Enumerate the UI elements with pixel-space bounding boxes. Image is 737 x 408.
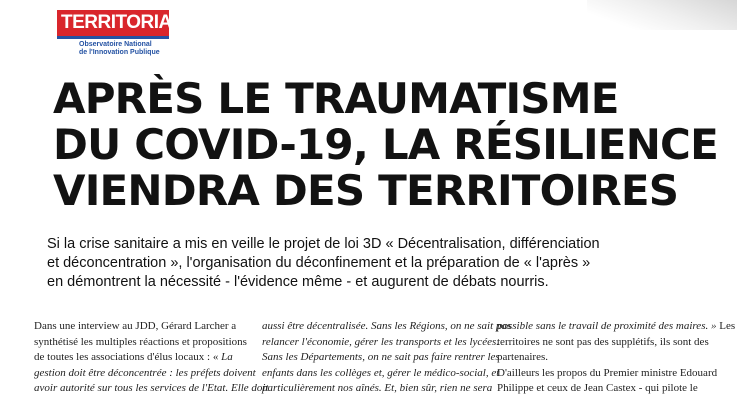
body-column-2 <box>262 319 512 397</box>
lead-line: en démontrent la nécessité - l'évidence même - et augurent de débats nourris. <box>47 274 549 290</box>
title-line: APRÈS LE TRAUMATISME <box>53 74 619 123</box>
body-line: Sans les Départements, on ne sait pas faire rentrer les <box>262 351 500 364</box>
body-line: gestion doit être déconcentrée : les préfets doivent <box>34 366 256 379</box>
logo-subtitle <box>79 41 189 57</box>
page-corner-shadow <box>587 0 737 30</box>
body-line: partenaires. <box>497 351 548 364</box>
body-line-text: Les <box>716 320 736 332</box>
body-line-italic: possible sans le travail de proximité des maires. » <box>497 320 717 332</box>
body-column-3 <box>497 319 736 397</box>
body-line-text: de toutes les associations d'élus locaux : « <box>34 351 222 364</box>
territoria-logo <box>57 10 181 58</box>
body-line: aussi être décentralisée. Sans les Régions, on ne sait pas <box>262 320 512 332</box>
body-line: synthétisé les multiples réactions et propositions <box>34 335 247 348</box>
lead-line: Si la crise sanitaire a mis en veille le projet de loi 3D « Décentralisation, différenciation <box>47 236 600 252</box>
logo-wordmark: TERRITORIA <box>57 10 169 39</box>
body-line <box>34 350 248 366</box>
title-line: VIENDRA DES TERRITOIRES <box>53 166 679 215</box>
body-line: particulièrement nos aînés. Et, bien sûr, rien ne sera <box>262 382 493 395</box>
body-line: Philippe et ceux de Jean Castex - qui pilote le <box>497 382 698 395</box>
body-column-1 <box>34 319 269 397</box>
lead-line: et déconcentration », l'organisation du déconfinement et la préparation de « l'après » <box>47 255 591 271</box>
body-line: enfants dans les collèges et, gérer le médico-social, et <box>262 366 500 379</box>
body-line-italic: La <box>221 351 233 364</box>
body-line: relancer l'économie, gérer les transports et les lycées. <box>262 335 500 348</box>
body-line: Dans une interview au JDD, Gérard Larcher a <box>34 320 237 332</box>
body-line: territoires ne sont pas des supplétifs, ils sont des <box>497 335 709 348</box>
body-line <box>497 319 736 335</box>
title-line: DU COVID-19, LA RÉSILIENCE <box>53 120 718 169</box>
article-title <box>53 76 733 214</box>
article-lead <box>47 235 707 292</box>
logo-subtitle-line: de l'Innovation Publique <box>79 49 160 56</box>
body-line: avoir autorité sur tous les services de l'Etat. Elle doit <box>34 382 269 395</box>
body-line: D'ailleurs les propos du Premier ministre Edouard <box>497 366 718 379</box>
logo-subtitle-line: Observatoire National <box>79 41 152 48</box>
